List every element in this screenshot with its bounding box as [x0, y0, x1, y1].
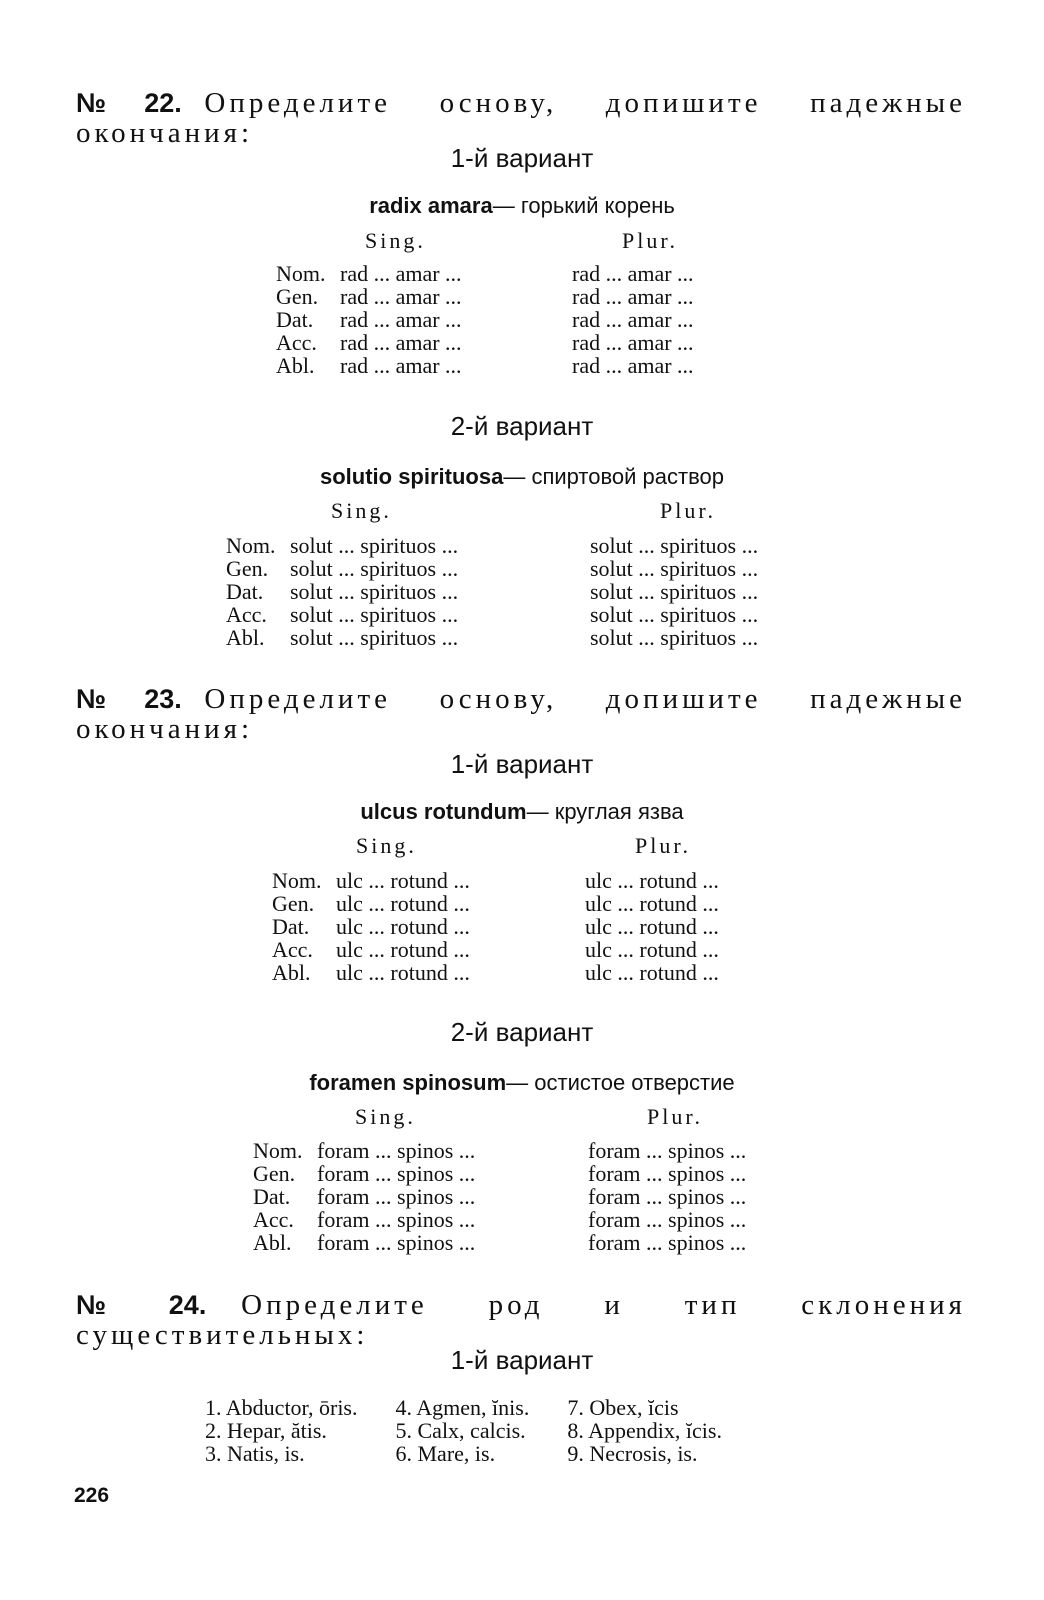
exercise-number: № 24. [76, 1290, 207, 1320]
plural-form: ulc ... rotund ... [585, 937, 719, 962]
plural-form: solut ... spirituos ... [590, 602, 759, 627]
plur-header: Plur. [635, 833, 691, 858]
table-row [226, 602, 759, 627]
sing-header: Sing. [331, 498, 392, 523]
singular-form: ulc ... rotund ... [336, 868, 470, 893]
plural-form: ulc ... rotund ... [585, 960, 719, 985]
phrase-russian: — спиртовой раствор [503, 464, 725, 489]
singular-form: rad ... amar ... [340, 307, 462, 332]
case-label: Abl. [253, 1230, 292, 1255]
singular-form: solut ... spirituos ... [290, 602, 459, 627]
plural-form: rad ... amar ... [572, 353, 694, 378]
table-row [272, 937, 719, 962]
case-label: Gen. [226, 556, 269, 581]
case-label: Nom. [272, 868, 322, 893]
declension-table [226, 533, 759, 650]
case-label: Dat. [253, 1184, 291, 1209]
plural-form: rad ... amar ... [572, 261, 694, 286]
exercise-instruction: Определите род и тип склонения существительных: [76, 1289, 967, 1351]
noun-list [205, 1396, 722, 1465]
noun-column [396, 1396, 530, 1465]
table-row [272, 891, 719, 916]
variant-label: 2-й вариант [450, 1017, 594, 1047]
exercise-23-heading [76, 684, 966, 744]
table-row [276, 261, 694, 286]
noun-column [205, 1396, 358, 1465]
exercise-number: № 22. [76, 88, 182, 118]
plural-form: solut ... spirituos ... [590, 533, 759, 558]
case-label: Dat. [272, 914, 310, 939]
case-label: Acc. [253, 1207, 294, 1232]
sing-header: Sing. [356, 833, 417, 858]
plural-form: foram ... spinos ... [588, 1207, 747, 1232]
list-item: 6. Mare, is. [395, 1441, 496, 1466]
list-item: 3. Natis, is. [205, 1441, 305, 1466]
table-row [226, 625, 759, 650]
plural-form: solut ... spirituos ... [590, 579, 759, 604]
declension-table [253, 1138, 747, 1255]
case-label: Gen. [272, 891, 315, 916]
singular-form: ulc ... rotund ... [336, 960, 470, 985]
phrase-latin: solutio spirituosa [319, 464, 504, 489]
table-row [253, 1184, 747, 1209]
table-row [272, 868, 719, 893]
exercise-number: № 23. [76, 684, 182, 714]
singular-form: foram ... spinos ... [317, 1161, 476, 1186]
plural-form: foram ... spinos ... [588, 1184, 747, 1209]
case-label: Gen. [253, 1161, 296, 1186]
phrase-russian: — остистое отверстие [506, 1070, 735, 1095]
table-row [276, 353, 694, 378]
singular-form: rad ... amar ... [340, 330, 462, 355]
declension-table [276, 261, 694, 378]
variant-label: 1-й вариант [450, 749, 594, 779]
list-item: 1. Abductor, ōris. [205, 1395, 358, 1420]
table-row [253, 1138, 747, 1163]
phrase-heading [0, 1070, 1044, 1096]
list-item: 4. Agmen, ĭnis. [395, 1395, 530, 1420]
phrase-russian: — горький корень [492, 193, 675, 218]
table-row [253, 1207, 747, 1232]
phrase-russian: — круглая язва [526, 799, 684, 824]
table-row [226, 533, 759, 558]
singular-form: rad ... amar ... [340, 261, 462, 286]
exercise-instruction: Определите основу, допишите падежные окончания: [76, 683, 966, 745]
case-label: Gen. [276, 284, 319, 309]
plural-form: foram ... spinos ... [588, 1138, 747, 1163]
table-row [226, 556, 759, 581]
singular-form: ulc ... rotund ... [336, 914, 470, 939]
case-label: Nom. [253, 1138, 303, 1163]
case-label: Dat. [226, 579, 264, 604]
singular-form: solut ... spirituos ... [290, 625, 459, 650]
case-label: Dat. [276, 307, 314, 332]
declension-table [272, 868, 719, 985]
table-row [276, 284, 694, 309]
exercise-24-heading [76, 1290, 966, 1350]
sing-header: Sing. [365, 228, 426, 253]
case-label: Abl. [276, 353, 315, 378]
table-row [253, 1161, 747, 1186]
singular-form: foram ... spinos ... [317, 1138, 476, 1163]
plural-form: foram ... spinos ... [588, 1230, 747, 1255]
singular-form: rad ... amar ... [340, 353, 462, 378]
phrase-heading [0, 464, 1044, 490]
phrase-latin: ulcus rotundum [360, 799, 527, 824]
list-item: 7. Obex, ĭcis [567, 1395, 679, 1420]
table-row [276, 307, 694, 332]
phrase-heading [0, 193, 1044, 219]
singular-form: foram ... spinos ... [317, 1207, 476, 1232]
plural-form: foram ... spinos ... [588, 1161, 747, 1186]
plural-form: ulc ... rotund ... [585, 868, 719, 893]
plural-form: solut ... spirituos ... [590, 556, 759, 581]
exercise-instruction: Определите основу, допишите падежные окончания: [76, 87, 966, 149]
table-row [272, 914, 719, 939]
variant-label: 1-й вариант [450, 143, 594, 173]
exercise-22-heading [76, 88, 966, 148]
list-item: 2. Hepar, ătis. [205, 1418, 327, 1443]
singular-form: foram ... spinos ... [317, 1230, 476, 1255]
plur-header: Plur. [622, 228, 678, 253]
case-label: Abl. [272, 960, 311, 985]
case-label: Nom. [226, 533, 276, 558]
table-row [272, 960, 719, 985]
singular-form: ulc ... rotund ... [336, 891, 470, 916]
phrase-latin: radix amara [369, 193, 493, 218]
variant-label: 2-й вариант [450, 411, 594, 441]
case-label: Acc. [226, 602, 267, 627]
singular-form: solut ... spirituos ... [290, 579, 459, 604]
plur-header: Plur. [647, 1104, 703, 1129]
sing-header: Sing. [355, 1104, 416, 1129]
singular-form: ulc ... rotund ... [336, 937, 470, 962]
plur-header: Plur. [660, 498, 716, 523]
table-row [276, 330, 694, 355]
list-item: 8. Appendix, ĭcis. [567, 1418, 722, 1443]
variant-label: 1-й вариант [450, 1345, 594, 1375]
table-row [253, 1230, 747, 1255]
plural-form: ulc ... rotund ... [585, 914, 719, 939]
phrase-latin: foramen spinosum [309, 1070, 507, 1095]
case-label: Nom. [276, 261, 326, 286]
plural-form: rad ... amar ... [572, 330, 694, 355]
singular-form: solut ... spirituos ... [290, 556, 459, 581]
case-label: Acc. [272, 937, 313, 962]
table-row [226, 579, 759, 604]
plural-form: ulc ... rotund ... [585, 891, 719, 916]
singular-form: rad ... amar ... [340, 284, 462, 309]
list-item: 5. Calx, calcis. [395, 1418, 526, 1443]
plural-form: solut ... spirituos ... [590, 625, 759, 650]
singular-form: solut ... spirituos ... [290, 533, 459, 558]
noun-column [567, 1396, 722, 1465]
page-number: 226 [74, 1484, 110, 1507]
plural-form: rad ... amar ... [572, 284, 694, 309]
case-label: Acc. [276, 330, 317, 355]
list-item: 9. Necrosis, is. [567, 1441, 698, 1466]
singular-form: foram ... spinos ... [317, 1184, 476, 1209]
plural-form: rad ... amar ... [572, 307, 694, 332]
case-label: Abl. [226, 625, 265, 650]
phrase-heading [0, 799, 1044, 825]
